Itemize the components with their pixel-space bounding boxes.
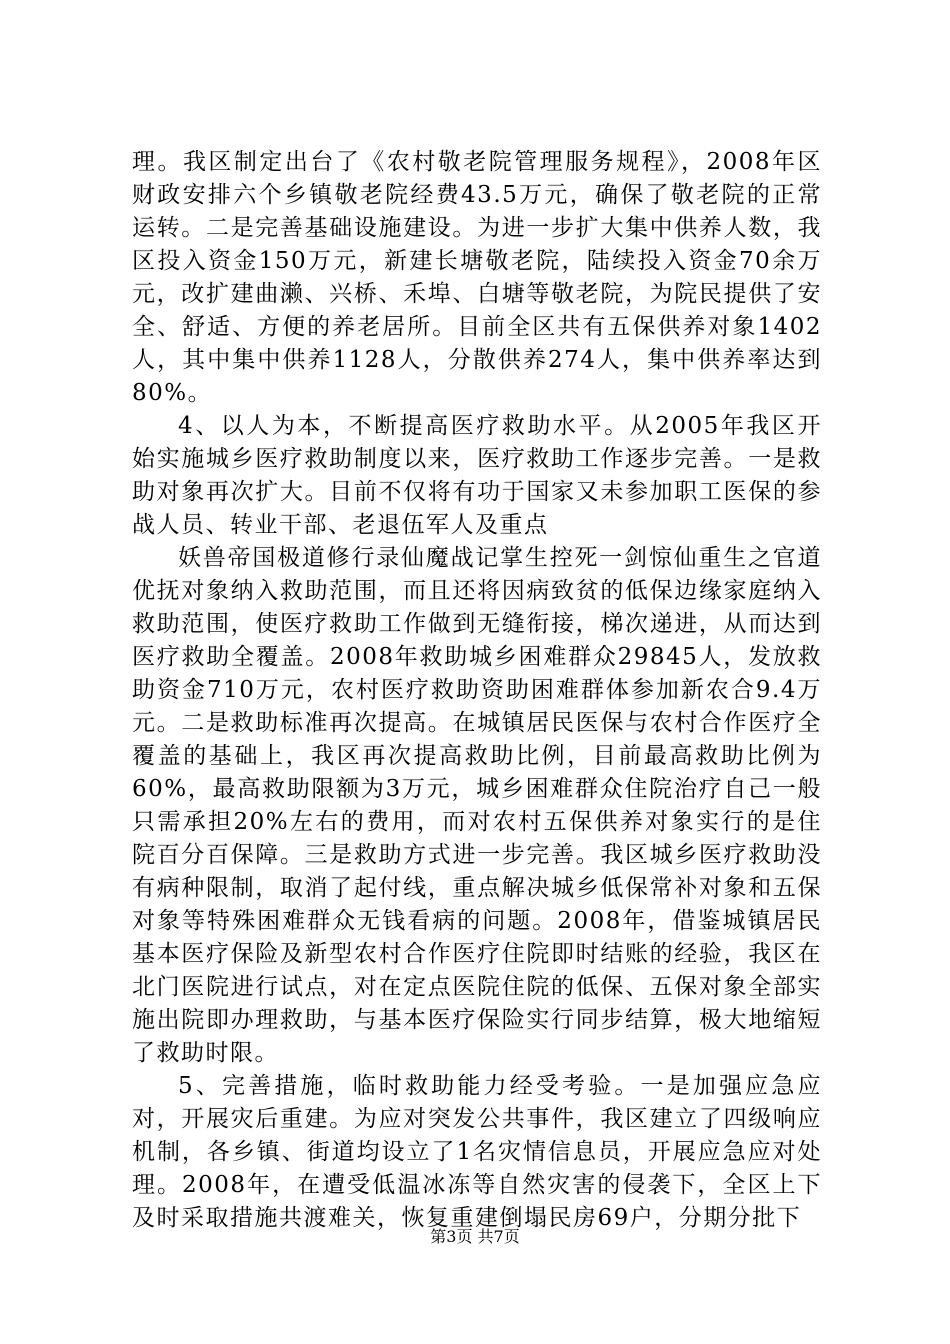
page-footer: 第3页 共7页: [430, 1227, 520, 1246]
paragraph-3: 妖兽帝国极道修行录仙魔战记掌生控死一剑惊仙重生之官道优抚对象纳入救助范围，而且还将因病致贫的低保边缘家庭纳入救助范围，使医疗救助工作做到无缝衔接，梯次递进，从而达到医疗救助全覆盖。2008年救助城乡困难群众29845人，发放救助资金710万元，农村医疗救助资助困难群体参加新农合9.4万元。二是救助标准再次提高。在城镇居民医保与农村合作医疗全覆盖的基础上，我区再次提高救助比例，目前最高救助比例为60%，最高救助限额为3万元，城乡困难群众住院治疗自己一般只需承担20%左右的费用，而对农村五保供养对象实行的是住院百分百保障。三是救助方式进一步完善。我区城乡医疗救助没有病种限制，取消了起付线，重点解决城乡低保常补对象和五保对象等特殊困难群众无钱看病的问题。2008年，借鉴城镇居民基本医疗保险及新型农村合作医疗住院即时结账的经验，我区在北门医院进行试点，对在定点医院住院的低保、五保对象全部实施出院即办理救助，与基本医疗保险实行同步结算，极大地缩短了救助时限。: [132, 545, 822, 1066]
paragraph-1: 理。我区制定出台了《农村敬老院管理服务规程》，2008年区财政安排六个乡镇敬老院经费43.5万元，确保了敬老院的正常运转。二是完善基础设施建设。为进一步扩大集中供养人数，我区投入资金150万元，新建长塘敬老院，陆续投入资金70余万元，改扩建曲濑、兴桥、禾埠、白塘等敬老院，为院民提供了安全、舒适、方便的养老居所。目前全区共有五保供养对象1402人，其中集中供养1128人，分散供养274人，集中供养率达到80%。: [132, 149, 822, 406]
document-body: [132, 146, 822, 1235]
paragraph-4: 5、完善措施，临时救助能力经受考验。一是加强应急应对，开展灾后重建。为应对突发公共事件，我区建立了四级响应机制，各乡镇、街道均设立了1名灾情信息员，开展应急应对处理。2008年，在遭受低温冰冻等自然灾害的侵袭下，全区上下及时采取措施共渡难关，恢复重建倒塌民房69户，分期分批下: [132, 1073, 822, 1231]
paragraph-2: 4、以人为本，不断提高医疗救助水平。从2005年我区开始实施城乡医疗救助制度以来，医疗救助工作逐步完善。一是救助对象再次扩大。目前不仅将有功于国家又未参加职工医保的参战人员、转业干部、老退伍军人及重点: [132, 413, 822, 538]
